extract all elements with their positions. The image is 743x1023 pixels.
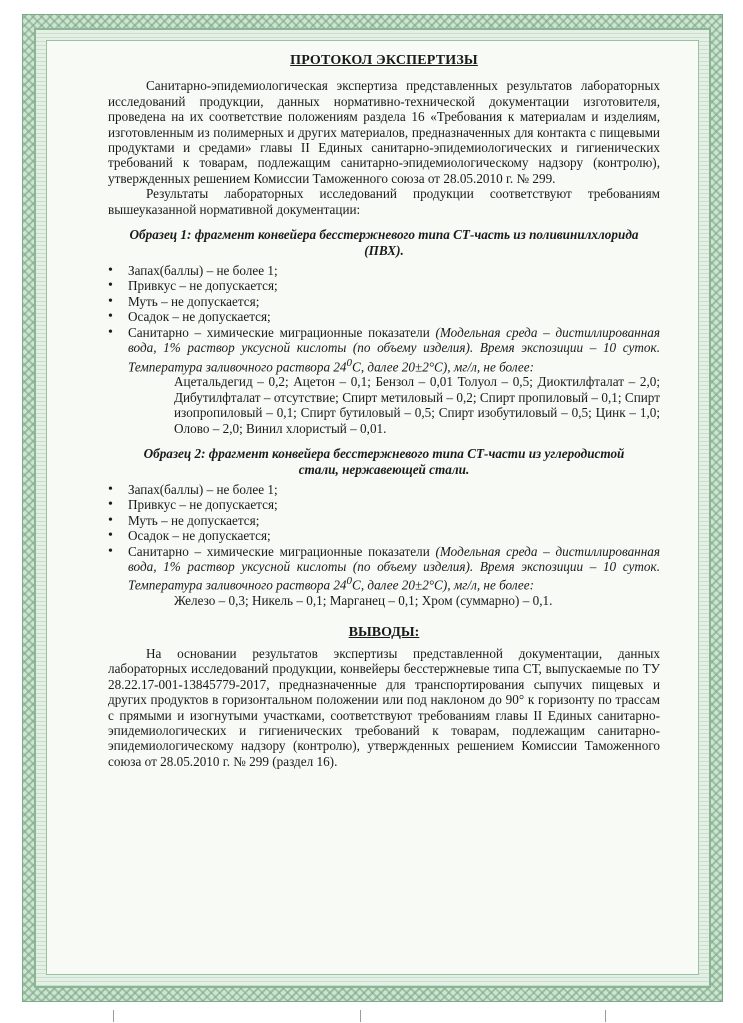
conclusions-heading: ВЫВОДЫ: xyxy=(348,624,420,640)
sample-2-heading: Образец 2: фрагмент конвейера бесстержневого типа СТ-части из углеродистой стали, нержавеющей стали. xyxy=(143,445,625,477)
list-item: • Муть – не допускается; xyxy=(108,512,260,528)
bullet-icon: • xyxy=(108,293,113,309)
list-item: • Привкус – не допускается; xyxy=(108,497,278,513)
list-item: • Муть – не допускается; xyxy=(108,293,260,309)
scan-edge-mark xyxy=(360,1010,361,1022)
list-item-migration: • Санитарно – химические миграционные показатели (Модельная среда – дистиллированная вода, 1% раствор уксусной кислоты (по объему изделия). Время экспозиции – 10 суток. Температура заливочного раствора 24$^0$С, далее 20±2°С), мг/л, не более: xyxy=(108,543,660,593)
list-item: • Запах(баллы) – не более 1; xyxy=(108,481,278,497)
list-item: • Запах(баллы) – не более 1; xyxy=(108,263,278,279)
bullet-icon: • xyxy=(108,543,113,559)
sample-1-limits: Ацетальдегид – 0,2; Ацетон – 0,1; Бензол – 0,01 Толуол – 0,5; Диоктилфталат – 2,0; Дибутилфталат – отсутствие; Спирт метиловый – 0,2; Спирт пропиловый – 0,1; Спирт изопропиловый – 0,1; Спирт бутиловый – 0,5; Спирт изобутиловый – 0,5; Цинк – 1,0; Олово – 2,0; Винил хлористый – 0,01. xyxy=(174,374,660,436)
page-title: ПРОТОКОЛ ЭКСПЕРТИЗЫ xyxy=(290,53,478,68)
intro-paragraph: Санитарно-эпидемиологическая экспертиза представленных результатов лабораторных исследований продукции, данных нормативно-технической документации изготовителя, проведена на их соответствие положениям раздела 16 «Требования к материалам и изделиям, изготовленным из полимерных и других материалов, предназначенных для контакта с пищевыми продуктами и средами» главы II Единых санитарно-эпидемиологических и гигиенических требований к товарам, подлежащим санитарно-эпидемиологическому надзору (контролю), утвержденных решением Комиссии Таможенного союза от 28.05.2010 г. № 299. xyxy=(108,78,660,186)
sample-2-limits: Железо – 0,3; Никель – 0,1; Марганец – 0,1; Хром (суммарно) – 0,1. xyxy=(174,593,553,609)
sample-1-heading: Образец 1: фрагмент конвейера бесстержневого типа СТ-часть из поливинилхлорида (ПВХ). xyxy=(129,227,639,259)
sample-1-list xyxy=(108,263,660,374)
list-item: • Осадок – не допускается; xyxy=(108,309,271,325)
bullet-icon: • xyxy=(108,324,113,340)
list-item-migration: • Санитарно – химические миграционные показатели (Модельная среда – дистиллированная вода, 1% раствор уксусной кислоты (по объему изделия). Время экспозиции – 10 суток. Температура заливочного раствора 24$^0$С, далее 20±2°С), мг/л, не более: xyxy=(108,324,660,374)
conclusions-text: На основании результатов экспертизы представленной документации, данных лабораторных исследований продукции, конвейеры бесстержневые типа СТ, выпускаемые по ТУ 28.22.17-001-13845779-2017, предназначенные для транспортирования сыпучих пищевых и других продуктов в горизонтальном положении или под наклоном до 90° к горизонту по трассам с прямыми и изогнутыми участками, соответствуют требованиям главы II Единых санитарно-эпидемиологических и гигиенических требований к товарам, подлежащим санитарно-эпидемиологическому надзору (контролю), утвержденных решением Комиссии Таможенного союза от 28.05.2010 г. № 299 (раздел 16). xyxy=(108,645,660,769)
sample-2-list xyxy=(108,482,660,593)
bullet-icon: • xyxy=(108,481,113,497)
bullet-icon: • xyxy=(108,309,113,325)
results-paragraph: Результаты лабораторных исследований продукции соответствуют требованиям вышеуказанной нормативной документации: xyxy=(108,186,660,217)
scan-edge-mark xyxy=(605,1010,606,1022)
bullet-icon: • xyxy=(108,528,113,544)
bullet-icon: • xyxy=(108,497,113,513)
bullet-icon: • xyxy=(108,263,113,279)
list-item: • Привкус – не допускается; xyxy=(108,278,278,294)
bullet-icon: • xyxy=(108,512,113,528)
scan-edge-mark xyxy=(113,1010,114,1022)
list-item: • Осадок – не допускается; xyxy=(108,528,271,544)
document-body xyxy=(108,53,660,769)
bullet-icon: • xyxy=(108,278,113,294)
